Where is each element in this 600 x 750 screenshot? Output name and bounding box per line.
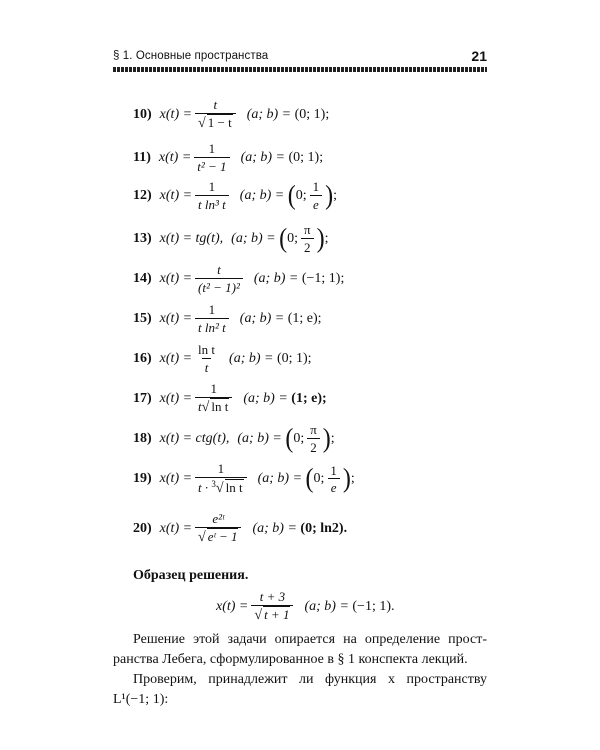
fraction: $\frac{1}{t \cdot ^3√ \ln t}$ [195,462,247,496]
sample-heading: Образец решения. [133,568,249,583]
header-rule [113,67,487,72]
equation-19: 19) x(t) = $\frac{1}{t \cdot ^3√ \ln t}$ (a; b) = ( 0; $\frac{1}{e}$ ) ; [133,461,355,496]
equation-10: 10) x(t) = $\frac{t}{√ 1 - t}$ (a; b) = (0; 1); [133,97,330,131]
fraction: $\frac{1}{\text{t ln³ t}}$ [195,180,229,211]
fraction: $\frac{\text{ln t}}{t}$ [198,342,216,375]
section-title: § 1. Основные пространства [113,50,269,62]
equation-12: 12) x(t) = $\frac{1}{\text{t ln³ t}}$ (a; b) = ( 0; $\frac{1}{e}$ ) ; [133,179,337,212]
fraction: $\frac{1}{\text{t ln² t}}$ [195,303,229,334]
equation-13: 13) x(t) = tg(t), (a; b) = ( 0; $\frac{\pi}{2}$ ) ; [133,222,329,255]
equation-14: 14) x(t) = $\frac{t}{\text{(t² − 1)²}}$ (a; b) = (−1; 1); [133,262,345,295]
equation-17: 17) x(t) = $\frac{1}{\text{t√ ln t}}$ (a; b) = (1; e); [133,381,327,415]
paragraph-1: Решение этой задачи опирается на определение прост- ранства Лебега, сформулированное в § 1 конспекта лекций. [113,632,487,667]
fraction: $\frac{t + 3}{√ t + 1}$ [251,590,293,623]
fraction: $\frac{1}{\text{t√ ln t}}$ [195,382,232,415]
equation-20: 20) x(t) = $\frac{\text{e²ᵗ}}{\text{√ eᵗ − 1}}$ (a; b) = (0; ln2). [133,511,348,545]
fraction: $\frac{t}{\text{(t² − 1)²}}$ [195,263,243,294]
equation-16: 16) x(t) = $\frac{\text{ln t}}{t}$ (a; b) = (0; 1); [133,342,312,375]
running-header [113,50,487,72]
sample-equation: x(t) = $\frac{t + 3}{√ t + 1}$ (a; b) = (−1; 1). [216,589,395,623]
page-number: 21 [471,48,487,64]
fraction: $\frac{\text{e²ᵗ}}{\text{√ eᵗ − 1}}$ [195,512,241,545]
fraction: $\frac{t}{√ 1 - t}$ [195,98,236,131]
equation-15: 15) x(t) = $\frac{1}{\text{t ln² t}}$ (a; b) = (1; e); [133,302,322,335]
equation-18: 18) x(t) = ctg(t), (a; b) = ( 0; $\frac{\pi}{2}$ ) ; [133,422,335,455]
paragraph-2: Проверим, принадлежит ли функция x пространству L¹(−1; 1): [113,672,487,707]
equation-11: 11) x(t) = $\frac{1}{\text{t² − 1}}$ (a; b) = (0; 1); [133,141,324,174]
fraction: $\frac{1}{\text{t² − 1}}$ [194,142,229,173]
